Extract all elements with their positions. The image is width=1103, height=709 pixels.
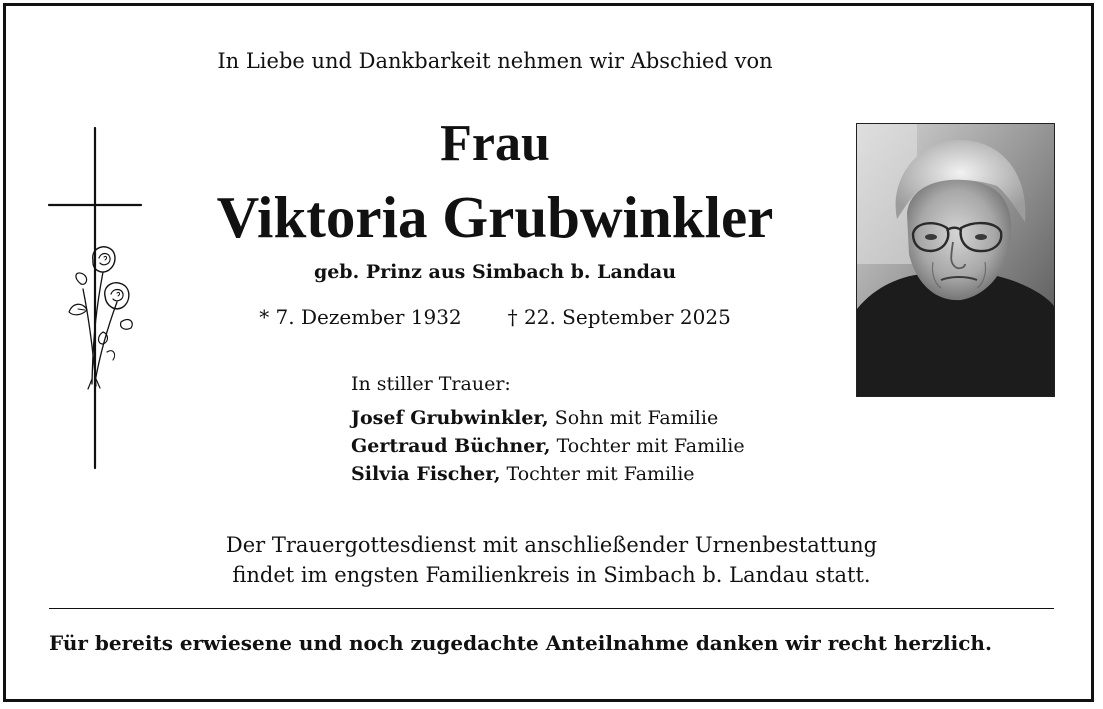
mourner-relation: Sohn mit Familie — [554, 407, 719, 429]
mourner-name: Josef Grubwinkler, — [351, 407, 549, 429]
service-announcement — [0, 530, 1103, 590]
birth-date: * 7. Dezember 1932 — [259, 305, 462, 329]
mourners-list — [351, 404, 745, 488]
cross-with-roses-icon — [45, 124, 145, 474]
mourning-heading: In stiller Trauer: — [351, 373, 511, 395]
service-line-1: Der Trauergottesdienst mit anschließender Urnenbestattung — [225, 533, 878, 557]
mourner-name: Silvia Fischer, — [351, 463, 501, 485]
salutation: Frau — [440, 115, 550, 172]
mourner-relation: Tochter mit Familie — [506, 463, 695, 485]
maiden-name-line: geb. Prinz aus Simbach b. Landau — [313, 261, 677, 283]
intro-text: In Liebe und Dankbarkeit nehmen wir Abschied von — [217, 49, 773, 73]
deceased-name: Viktoria Grubwinkler — [216, 184, 774, 250]
service-line-2: findet im engsten Familienkreis in Simbach b. Landau statt. — [232, 563, 871, 587]
death-date: † 22. September 2025 — [507, 305, 731, 329]
mourner-row — [351, 432, 745, 460]
mourner-name: Gertraud Büchner, — [351, 435, 551, 457]
mourner-row — [351, 404, 745, 432]
portrait-photo — [856, 123, 1055, 397]
divider-rule — [49, 608, 1054, 609]
mourner-row — [351, 460, 745, 488]
thanks-text: Für bereits erwiesene und noch zugedachte Anteilnahme danken wir recht herzlich. — [49, 631, 992, 655]
mourner-relation: Tochter mit Familie — [556, 435, 745, 457]
dates-line — [0, 302, 990, 332]
